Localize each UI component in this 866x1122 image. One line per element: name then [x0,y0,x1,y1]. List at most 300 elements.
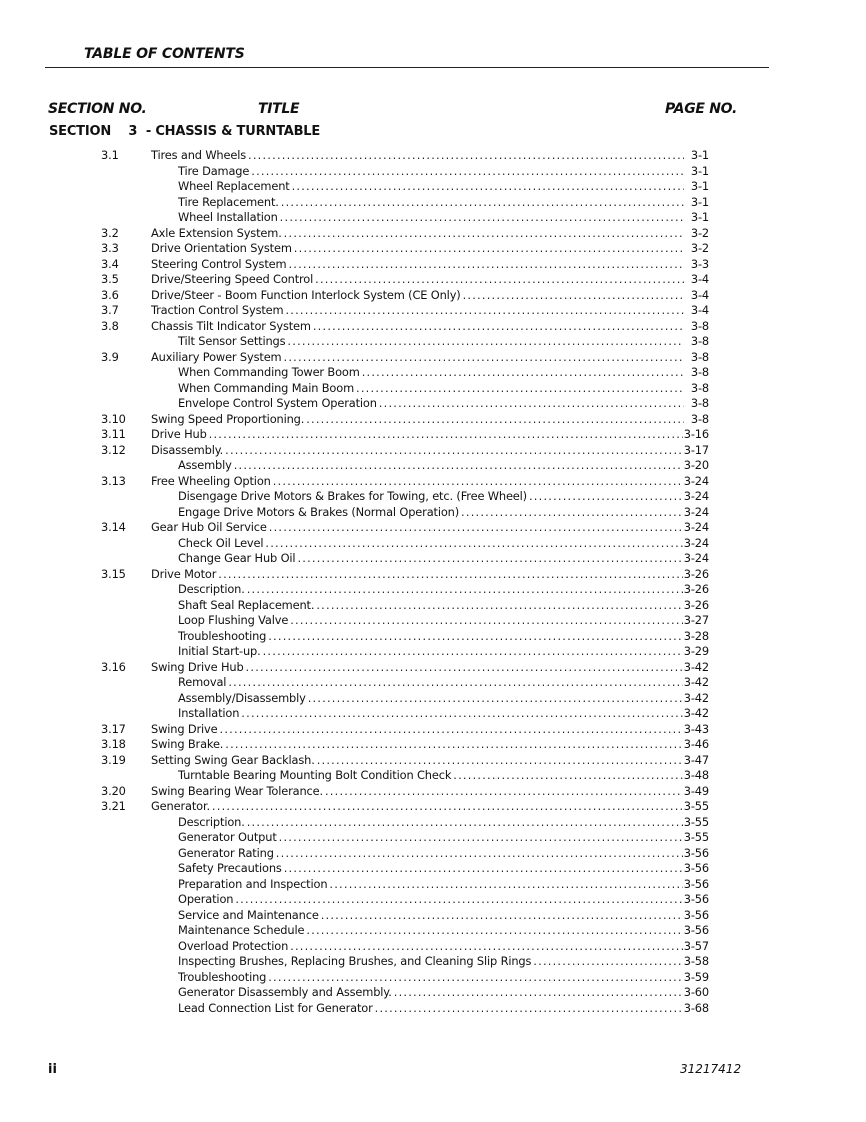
toc-entry-title: Swing Bearing Wear Tolerance. [151,783,323,798]
toc-entry-number: 3.6 [101,287,119,302]
toc-entry-number: 3.18 [101,737,126,751]
toc-entry-line [151,427,709,443]
toc-entry-title: Steering Control System [151,256,287,271]
toc-entry[interactable] [0,861,866,877]
toc-entry-page: 3-8 [690,365,709,379]
toc-entry-title: Drive Hub [151,427,207,441]
toc-entry-title: Generator Disassembly and Assembly. [178,985,392,999]
toc-entry-line [178,815,709,831]
toc-entry-page: 3-24 [683,489,709,503]
toc-entry[interactable] [0,613,866,629]
toc-entry[interactable] [0,706,866,722]
dot-leader [463,288,684,304]
toc-entry[interactable] [0,691,866,707]
toc-entry-page: 3-56 [683,907,709,922]
toc-entry-page: 3-26 [683,597,709,612]
toc-entry-line [151,443,709,459]
toc-entry[interactable] [0,303,866,319]
toc-entry[interactable] [0,629,866,645]
dot-leader [209,427,683,443]
toc-entry-number: 3.3 [101,241,119,255]
toc-entry-title: When Commanding Main Boom [178,380,355,395]
dot-leader [225,443,683,459]
section-heading: SECTION 3 - CHASSIS & TURNTABLE [49,124,321,139]
toc-entry-line [178,691,709,707]
toc-entry-page: 3-59 [683,969,709,984]
toc-entry-line [151,520,709,536]
toc-entry[interactable] [0,288,866,304]
dot-leader [273,474,683,490]
toc-entry-number: 3.5 [101,272,119,286]
toc-entry-title: Initial Start-up. [178,644,261,658]
toc-entry-page: 3-42 [683,706,709,720]
dot-leader [297,551,682,567]
toc-entry[interactable] [0,644,866,660]
toc-entry[interactable] [0,799,866,815]
toc-entry[interactable] [0,877,866,893]
dot-leader [241,706,682,722]
toc-entry-page: 3-26 [683,582,709,596]
page-header-title: TABLE OF CONTENTS [84,46,245,62]
toc-entry-number: 3.12 [101,442,126,457]
toc-entry[interactable] [0,551,866,567]
toc-entry-number: 3.13 [101,473,126,488]
toc-entry-line [178,846,709,862]
toc-entry-line [178,582,709,598]
toc-entry[interactable] [0,443,866,459]
header-rule [45,67,769,68]
dot-leader [287,334,684,350]
toc-entry[interactable] [0,939,866,955]
dot-leader [212,799,683,815]
toc-entry-line [151,148,709,164]
dot-leader [529,489,683,505]
dot-leader [453,768,682,784]
toc-entry-title: Axle Extension System. [151,225,282,240]
toc-entry-title: Generator Output [178,830,277,844]
toc-entry-line [178,613,709,629]
toc-entry-number: 3.7 [101,303,119,317]
toc-list [0,148,866,1016]
toc-entry-page: 3-57 [683,938,709,953]
dot-leader [362,365,684,381]
toc-entry[interactable] [0,567,866,583]
dot-leader [294,241,684,257]
toc-entry-line [178,923,709,939]
toc-entry[interactable] [0,210,866,226]
dot-leader [329,877,682,893]
toc-entry-title: Free Wheeling Option [151,473,271,488]
toc-entry-title: Drive Motor [151,566,217,581]
toc-entry-number: 3.4 [101,256,119,271]
toc-entry-line [151,241,709,257]
toc-entry[interactable] [0,660,866,676]
dot-leader [284,861,683,877]
toc-entry-line [178,861,709,877]
toc-entry-line [178,675,709,691]
toc-entry-line [151,272,709,288]
toc-entry-line [178,970,709,986]
toc-entry-page: 3-29 [683,644,709,658]
toc-entry-line [151,784,709,800]
toc-entry-line [151,567,709,583]
toc-entry-page: 3-28 [683,628,709,643]
dot-leader [292,179,684,195]
toc-entry-page: 3-2 [690,241,709,255]
dot-leader [321,908,683,924]
toc-entry-title: Troubleshooting [178,969,267,984]
toc-entry[interactable] [0,815,866,831]
toc-entry-page: 3-56 [683,876,709,891]
toc-entry-number: 3.10 [101,411,126,426]
toc-entry-page: 3-20 [683,458,709,472]
toc-entry-title: Preparation and Inspection [178,876,328,891]
toc-entry[interactable] [0,582,866,598]
toc-entry[interactable] [0,536,866,552]
toc-entry-line [151,350,709,366]
toc-entry[interactable] [0,489,866,505]
dot-leader [308,691,683,707]
toc-entry[interactable] [0,598,866,614]
toc-entry[interactable] [0,722,866,738]
dot-leader [315,272,684,288]
toc-entry-title: Traction Control System [151,303,284,317]
toc-entry[interactable] [0,753,866,769]
toc-entry-title: When Commanding Tower Boom [178,365,360,379]
toc-entry-title: Removal [178,675,227,689]
toc-entry-number: 3.11 [101,427,126,441]
toc-entry-title: Loop Flushing Valve [178,613,289,627]
toc-entry[interactable] [0,892,866,908]
column-header-section-no: SECTION NO. [48,101,147,117]
toc-entry-line [178,706,709,722]
toc-entry-page: 3-43 [683,721,709,736]
toc-entry-title: Check Oil Level [178,535,264,550]
column-header-title: TITLE [258,101,300,117]
toc-entry[interactable] [0,954,866,970]
toc-entry[interactable] [0,195,866,211]
toc-entry-line [178,768,709,784]
toc-entry-number: 3.20 [101,783,126,798]
toc-entry-title: Chassis Tilt Indicator System [151,318,311,333]
toc-entry-line [178,179,709,195]
toc-entry-title: Wheel Installation [178,210,278,224]
toc-entry-line [178,210,709,226]
toc-entry-title: Assembly/Disassembly [178,690,306,705]
footer-doc-number: 31217412 [680,1062,742,1076]
toc-entry[interactable] [0,179,866,195]
toc-entry[interactable] [0,412,866,428]
toc-entry[interactable] [0,257,866,273]
toc-entry-title: Tire Replacement. [178,194,279,209]
toc-entry-page: 3-2 [690,225,709,240]
toc-entry[interactable] [0,520,866,536]
toc-entry-title: Wheel Replacement [178,179,290,193]
toc-entry-line [178,644,709,660]
dot-leader [251,164,684,180]
toc-entry-line [178,908,709,924]
toc-entry-line [151,753,709,769]
toc-entry-page: 3-56 [683,892,709,906]
dot-leader [313,319,684,335]
dot-leader [306,923,682,939]
toc-entry-line [151,722,709,738]
toc-entry[interactable] [0,241,866,257]
toc-entry[interactable] [0,1001,866,1017]
toc-entry-line [178,334,709,350]
toc-entry-page: 3-16 [683,427,709,441]
toc-entry[interactable] [0,350,866,366]
toc-entry-line [151,799,709,815]
dot-leader [325,784,683,800]
toc-entry-page: 3-1 [690,210,709,224]
toc-entry-page: 3-24 [683,520,709,534]
dot-leader [316,598,682,614]
toc-entry-page: 3-17 [683,442,709,457]
dot-leader [461,505,683,521]
dot-leader [284,350,684,366]
toc-entry[interactable] [0,923,866,939]
toc-entry[interactable] [0,784,866,800]
toc-entry-page: 3-60 [683,985,709,999]
toc-entry[interactable] [0,272,866,288]
toc-entry-title: Tires and Wheels [151,148,247,162]
dot-leader [225,737,682,753]
toc-entry-title: Swing Brake. [151,737,224,751]
dot-leader [290,613,683,629]
toc-entry-page: 3-42 [683,675,709,689]
toc-entry-title: Description. [178,582,245,596]
toc-entry[interactable] [0,319,866,335]
toc-entry-page: 3-24 [683,504,709,519]
dot-leader [276,846,683,862]
toc-entry[interactable] [0,381,866,397]
toc-entry[interactable] [0,675,866,691]
toc-entry-line [178,396,709,412]
toc-entry-line [151,319,709,335]
toc-entry-line [178,830,709,846]
toc-entry-page: 3-56 [683,923,709,937]
dot-leader [246,660,683,676]
toc-entry-line [178,598,709,614]
dot-leader [218,567,682,583]
toc-entry-line [178,458,709,474]
toc-entry-page: 3-48 [683,768,709,782]
toc-entry-number: 3.19 [101,752,126,767]
toc-entry-line [178,877,709,893]
dot-leader [288,257,684,273]
dot-leader [263,644,683,660]
toc-entry[interactable] [0,737,866,753]
toc-entry-page: 3-55 [683,799,709,813]
dot-leader [356,381,684,397]
toc-entry-title: Change Gear Hub Oil [178,551,296,565]
column-header-page-no: PAGE NO. [665,101,737,117]
dot-leader [317,753,683,769]
toc-entry-line [178,489,709,505]
toc-entry[interactable] [0,474,866,490]
toc-entry-line [178,195,709,211]
toc-entry-title: Drive Orientation System [151,241,292,255]
toc-entry-page: 3-8 [690,318,709,333]
toc-entry[interactable] [0,164,866,180]
toc-entry-title: Tire Damage [178,163,250,178]
toc-entry-page: 3-56 [683,845,709,860]
toc-entry[interactable] [0,970,866,986]
toc-entry-title: Gear Hub Oil Service [151,520,267,534]
toc-entry-line [151,257,709,273]
toc-entry-title: Shaft Seal Replacement. [178,597,315,612]
toc-entry-title: Installation [178,706,240,720]
toc-entry-page: 3-1 [690,179,709,193]
toc-entry-title: Operation [178,892,234,906]
toc-entry-page: 3-8 [690,396,709,410]
toc-entry-title: Inspecting Brushes, Replacing Brushes, and Cleaning Slip Rings [178,954,532,968]
toc-entry-page: 3-8 [690,349,709,364]
toc-entry-title: Setting Swing Gear Backlash. [151,752,315,767]
dot-leader [279,830,683,846]
dot-leader [394,985,683,1001]
dot-leader [268,970,683,986]
toc-entry-line [178,892,709,908]
toc-entry[interactable] [0,908,866,924]
toc-entry-line [178,1001,709,1017]
dot-leader [280,210,684,226]
toc-entry[interactable] [0,846,866,862]
toc-entry-title: Auxiliary Power System [151,349,282,364]
toc-entry[interactable] [0,148,866,164]
toc-entry-page: 3-49 [683,783,709,798]
toc-entry-page: 3-42 [683,690,709,705]
footer-page-number: ii [48,1062,57,1077]
toc-entry-number: 3.8 [101,318,119,333]
dot-leader [248,148,684,164]
toc-entry-line [151,474,709,490]
toc-entry-line [151,288,709,304]
toc-entry-page: 3-1 [690,194,709,209]
toc-entry-title: Engage Drive Motors & Brakes (Normal Operation) [178,504,460,519]
toc-entry-line [151,660,709,676]
toc-entry-title: Swing Speed Proportioning. [151,411,305,426]
dot-leader [247,582,683,598]
toc-entry-page: 3-27 [683,613,709,627]
toc-entry-line [151,412,709,428]
toc-entry-page: 3-26 [683,566,709,581]
toc-entry-page: 3-47 [683,752,709,767]
toc-entry-line [178,551,709,567]
dot-leader [285,303,684,319]
toc-entry-title: Envelope Control System Operation [178,396,377,410]
toc-entry-page: 3-3 [690,256,709,271]
dot-leader [265,536,682,552]
toc-entry-line [178,505,709,521]
dot-leader [235,892,682,908]
dot-leader [268,629,683,645]
toc-entry-line [151,303,709,319]
toc-entry-number: 3.14 [101,520,126,534]
toc-entry-page: 3-46 [683,737,709,751]
toc-entry[interactable] [0,396,866,412]
toc-entry[interactable] [0,226,866,242]
dot-leader [247,815,683,831]
toc-entry-page: 3-1 [690,163,709,178]
toc-entry-page: 3-4 [690,272,709,286]
toc-entry-title: Service and Maintenance [178,907,319,922]
toc-entry-page: 3-68 [683,1000,709,1015]
dot-leader [375,1001,683,1017]
toc-entry-title: Lead Connection List for Generator [178,1000,373,1015]
toc-entry-page: 3-4 [690,287,709,302]
toc-entry-page: 3-24 [683,535,709,550]
dot-leader [284,226,684,242]
toc-entry-title: Overload Protection [178,938,289,953]
toc-entry-page: 3-1 [690,148,709,162]
toc-entry-number: 3.21 [101,799,126,813]
toc-entry-line [178,381,709,397]
toc-entry-line [178,164,709,180]
toc-entry-page: 3-42 [683,659,709,674]
toc-entry-title: Disengage Drive Motors & Brakes for Towing, etc. (Free Wheel) [178,489,527,503]
toc-entry-title: Assembly [178,458,232,472]
dot-leader [533,954,682,970]
toc-entry-line [178,939,709,955]
toc-entry-title: Maintenance Schedule [178,923,305,937]
toc-entry-number: 3.9 [101,349,119,364]
toc-entry-number: 3.17 [101,721,126,736]
toc-entry-title: Swing Drive Hub [151,659,244,674]
toc-entry-title: Safety Precautions [178,861,282,875]
toc-entry-page: 3-24 [683,551,709,565]
dot-leader [379,396,684,412]
toc-entry-line [151,226,709,242]
toc-entry-page: 3-8 [690,411,709,426]
toc-entry-line [151,737,709,753]
toc-entry-page: 3-56 [683,861,709,875]
toc-entry[interactable] [0,365,866,381]
toc-entry-line [178,954,709,970]
toc-entry-number: 3.16 [101,659,126,674]
toc-entry-line [178,985,709,1001]
toc-entry-title: Swing Drive [151,721,218,736]
toc-entry[interactable] [0,427,866,443]
toc-entry-title: Tilt Sensor Settings [178,334,286,348]
toc-entry-title: Troubleshooting [178,628,267,643]
toc-entry-number: 3.2 [101,225,119,240]
toc-entry-title: Drive/Steering Speed Control [151,272,314,286]
toc-entry[interactable] [0,768,866,784]
toc-entry-title: Turntable Bearing Mounting Bolt Condition Check [178,768,452,782]
toc-entry-title: Generator Rating [178,845,274,860]
toc-entry-page: 3-4 [690,303,709,317]
toc-entry-number: 3.1 [101,148,119,162]
toc-entry[interactable] [0,334,866,350]
toc-entry[interactable] [0,830,866,846]
toc-entry-title: Drive/Steer - Boom Function Interlock System (CE Only) [151,287,461,302]
toc-entry-page: 3-24 [683,473,709,488]
toc-entry-line [178,629,709,645]
toc-entry-number: 3.15 [101,566,126,581]
toc-entry-page: 3-58 [683,954,709,968]
toc-entry[interactable] [0,505,866,521]
toc-entry-line [178,365,709,381]
toc-entry[interactable] [0,458,866,474]
dot-leader [290,939,683,955]
toc-entry-title: Generator. [151,799,210,813]
toc-entry-title: Description. [178,814,245,829]
toc-entry[interactable] [0,985,866,1001]
dot-leader [269,520,683,536]
dot-leader [228,675,682,691]
